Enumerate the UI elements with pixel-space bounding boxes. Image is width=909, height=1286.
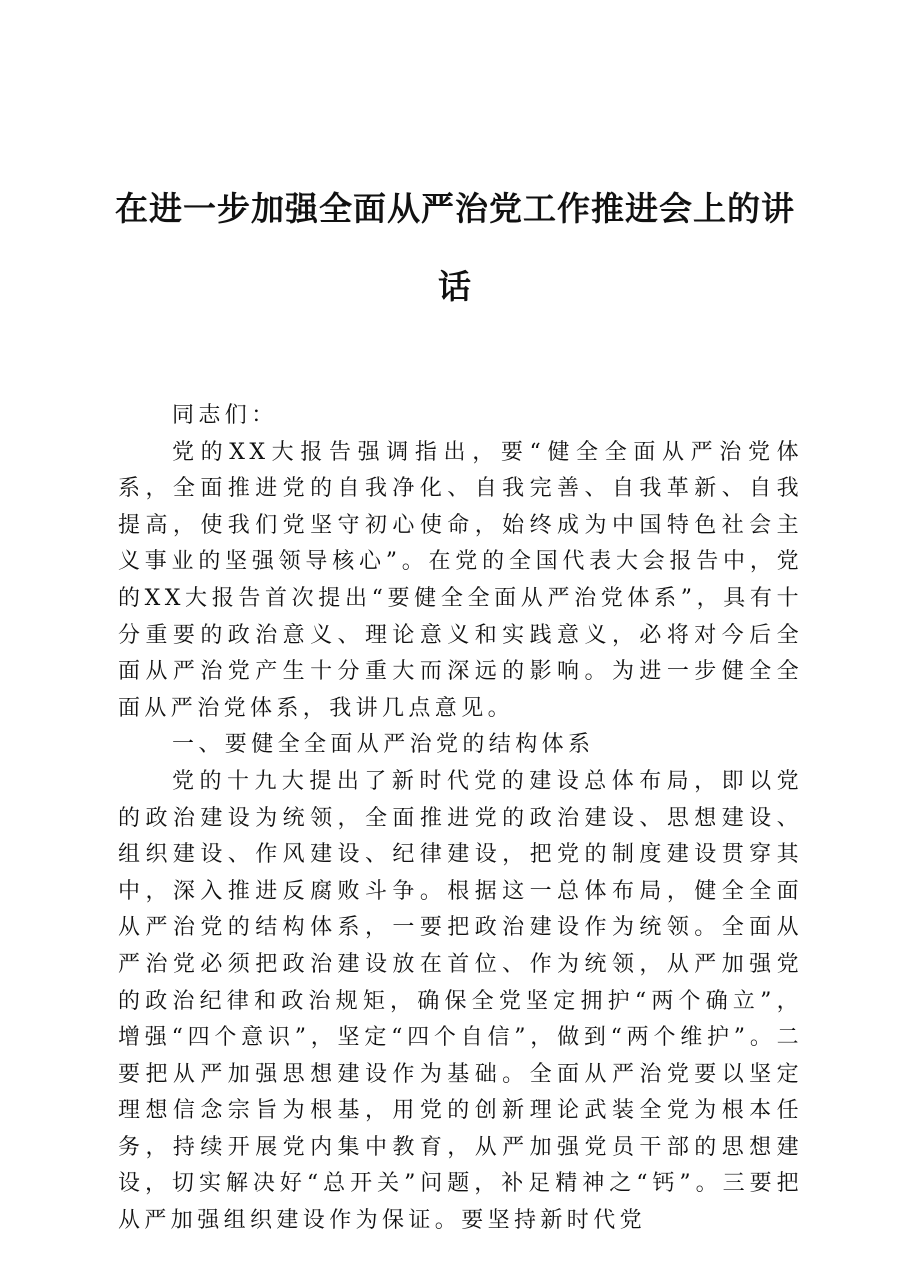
document-body: [118, 398, 803, 1240]
salutation: 同志们：: [172, 403, 278, 428]
document-title: 在进一步加强全面从严治党工作推进会上的讲话: [115, 189, 795, 306]
intro-paragraph: 党的XX大报告强调指出，要“健全全面从严治党体系，全面推进党的自我净化、自我完善、自我革新、自我提高，使我们党坚守初心使命，始终成为中国特色社会主义事业的坚强领导核心”。在党的全国代表大会报告中，党的XX大报告首次提出“要健全全面从严治党体系”，具有十分重要的政治意义、理论意义和实践意义，必将对今后全面从严治党产生十分重大而深远的影响。为进一步健全全面从严治党体系，我讲几点意见。: [118, 439, 803, 721]
section-1-paragraph: 党的十九大提出了新时代党的建设总体布局，即以党的政治建设为统领，全面推进党的政治建设、思想建设、组织建设、作风建设、纪律建设，把党的制度建设贯穿其中，深入推进反腐败斗争。根据这一总体布局，健全全面从严治党的结构体系，一要把政治建设作为统领。全面从严治党必须把政治建设放在首位、作为统领，从严加强党的政治纪律和政治规矩，确保全党坚定拥护“两个确立”，增强“四个意识”，坚定“四个自信”，做到“两个维护”。二要把从严加强思想建设作为基础。全面从严治党要以坚定理想信念宗旨为根基，用党的创新理论武装全党为根本任务，持续开展党内集中教育，从严加强党员干部的思想建设，切实解决好“总开关”问题，补足精神之“钙”。三要把从严加强组织建设作为保证。要坚持新时代党: [118, 768, 803, 1234]
section-heading-1: 一、要健全全面从严治党的结构体系: [172, 732, 595, 758]
